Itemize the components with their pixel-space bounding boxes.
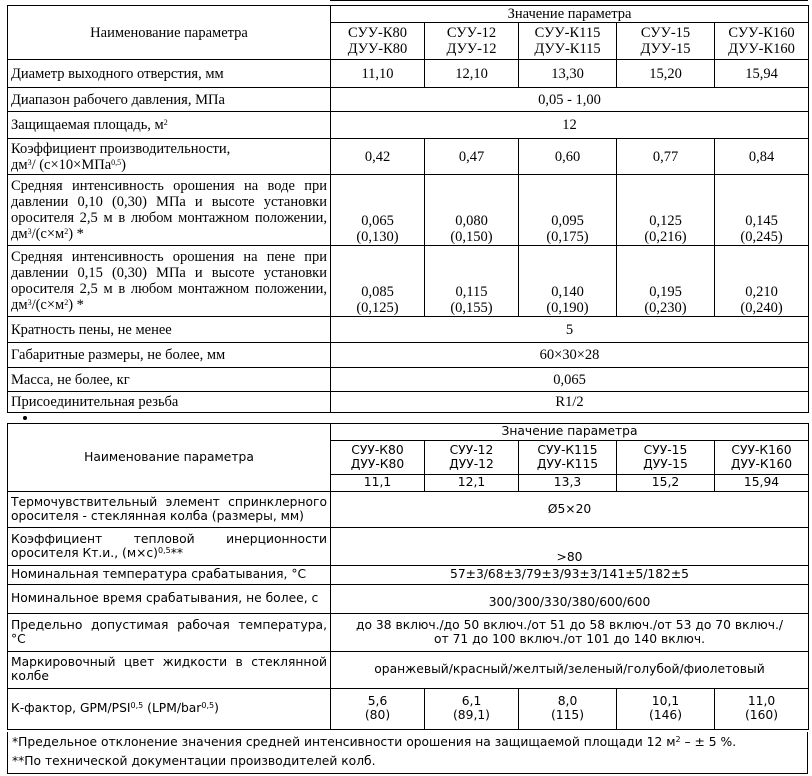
row-label: К-фактор, GPM/PSI$^{0,5}$ (LPM/bar$^{0,5}$) — [8, 689, 331, 730]
row-label: Присоединительная резьба — [8, 392, 331, 413]
model-header: СУУ-К80 ДУУ-К80 — [331, 441, 425, 475]
row-label: Номинальное время срабатывания, не более, с — [8, 585, 331, 614]
value-header: Значение параметра — [331, 6, 809, 23]
sprinkler-params-table — [7, 5, 809, 413]
row-label: Маркировочный цвет жидкости в стеклянной колбе — [8, 652, 331, 689]
cell-value: 13,3 — [519, 475, 617, 492]
cell-value: >80 — [331, 528, 809, 566]
row-label: Предельно допустимая рабочая температура, °С — [8, 614, 331, 652]
row-label: Номинальная температура срабатывания, °С — [8, 566, 331, 585]
cell-value: 0,115 (0,155) — [425, 246, 519, 317]
table-row — [8, 614, 809, 652]
value-header: Значение параметра — [331, 424, 809, 441]
model-header: СУУ-12 ДУУ-12 — [425, 23, 519, 60]
table-row — [8, 689, 809, 730]
cell-value: 0,05 - 1,00 — [331, 88, 809, 112]
row-label: Средняя интенсивность орошения на пене при давлении 0,15 (0,30) МПа и высоте установки оросителя 2,5 м в любом монтажном положении, $дм^3/(с\times м^2)$ * — [8, 246, 331, 317]
table-row — [8, 652, 809, 689]
row-label: Термочувствительный элемент спринклерного оросителя - стеклянная колба (размеры, мм) — [8, 492, 331, 528]
model-header: СУУ-15 ДУУ-15 — [617, 441, 715, 475]
cell-value: 0,60 — [519, 139, 617, 175]
footnote-2: **По технической документации производителей колб. — [12, 754, 376, 768]
cell-value: 12 — [331, 112, 809, 139]
cell-value: 57±3/68±3/79±3/93±3/141±5/182±5 — [331, 566, 809, 585]
cell-value: оранжевый/красный/желтый/зеленый/голубой/фиолетовый — [331, 652, 809, 689]
cell-value: 0,145 (0,245) — [715, 175, 809, 246]
table-row — [8, 392, 809, 413]
bullet-mark — [23, 416, 27, 420]
table-row — [8, 60, 809, 88]
cell-value: 0,085 (0,125) — [331, 246, 425, 317]
row-label: Коэффициент производительности, $дм^3/$ (с×10×МПа$^{0,5}$) — [8, 139, 331, 175]
row-label: Кратность пены, не менее — [8, 317, 331, 343]
cell-value: 0,42 — [331, 139, 425, 175]
cell-value: 0,080 (0,150) — [425, 175, 519, 246]
cell-value: 0,210 (0,240) — [715, 246, 809, 317]
row-label: Диапазон рабочего давления, МПа — [8, 88, 331, 112]
table-row — [8, 343, 809, 368]
table-row — [8, 492, 809, 528]
cell-value: 0,125 (0,216) — [617, 175, 715, 246]
model-header: СУУ-15 ДУУ-15 — [617, 23, 715, 60]
cell-value: 0,065 (0,130) — [331, 175, 425, 246]
table-row — [8, 585, 809, 614]
cell-value: до 38 включ./до 50 включ./от 51 до 58 включ./от 53 до 70 включ./ от 71 до 100 включ./от 101 до 140 включ. — [331, 614, 809, 652]
model-header: СУУ-12 ДУУ-12 — [425, 441, 519, 475]
cell-value: 0,77 — [617, 139, 715, 175]
cell-value: 60×30×28 — [331, 343, 809, 368]
table-row — [8, 368, 809, 392]
table-row — [8, 566, 809, 585]
cell-value: 0,195 (0,230) — [617, 246, 715, 317]
cell-value: 15,20 — [617, 60, 715, 88]
bulb-params-table — [7, 423, 809, 730]
table-row — [8, 175, 809, 246]
table-header-row — [8, 424, 809, 441]
param-name-header: Наименование параметра — [8, 424, 331, 492]
table-row — [8, 112, 809, 139]
cell-value: 5,6 (80) — [331, 689, 425, 730]
table-row — [8, 88, 809, 112]
table-header-row — [8, 6, 809, 23]
cell-value: 11,1 — [331, 475, 425, 492]
model-header: СУУ-К80 ДУУ-К80 — [331, 23, 425, 60]
model-header: СУУ-К115 ДУУ-К115 — [519, 23, 617, 60]
param-name-header: Наименование параметра — [8, 6, 331, 60]
row-label: Габаритные размеры, не более, мм — [8, 343, 331, 368]
cell-value: Ø5×20 — [331, 492, 809, 528]
cell-value: 6,1 (89,1) — [425, 689, 519, 730]
cell-value: 11,10 — [331, 60, 425, 88]
table-row — [8, 317, 809, 343]
cell-value: 0,140 (0,190) — [519, 246, 617, 317]
row-label: Масса, не более, кг — [8, 368, 331, 392]
model-header: СУУ-К115 ДУУ-К115 — [519, 441, 617, 475]
model-header: СУУ-К160 ДУУ-К160 — [715, 23, 809, 60]
cell-value: 15,94 — [715, 60, 809, 88]
table-row — [8, 246, 809, 317]
cell-value: 11,0 (160) — [715, 689, 809, 730]
model-header: СУУ-К160 ДУУ-К160 — [715, 441, 809, 475]
cell-value: 12,10 — [425, 60, 519, 88]
cell-value: 5 — [331, 317, 809, 343]
cell-value: 10,1 (146) — [617, 689, 715, 730]
table-row — [8, 528, 809, 566]
cell-value: 15,2 — [617, 475, 715, 492]
row-label: Диаметр выходного отверстия, мм — [8, 60, 331, 88]
cell-value: 0,47 — [425, 139, 519, 175]
cell-value: 8,0 (115) — [519, 689, 617, 730]
cell-value: 0,84 — [715, 139, 809, 175]
cell-value: 0,065 — [331, 368, 809, 392]
row-label: Средняя интенсивность орошения на воде при давлении 0,10 (0,30) МПа и высоте установки оросителя 2,5 м в любом монтажном положении, $дм^3/(с\times м^2)$ * — [8, 175, 331, 246]
cell-value: 0,095 (0,175) — [519, 175, 617, 246]
table-row — [8, 139, 809, 175]
cell-value: 15,94 — [715, 475, 809, 492]
cell-value: R1/2 — [331, 392, 809, 413]
cell-value: 13,30 — [519, 60, 617, 88]
row-label: Защищаемая площадь, $м^2$ — [8, 112, 331, 139]
footnotes — [7, 732, 808, 774]
row-label: Коэффициент тепловой инерционности оросителя Кт.и., $(м\times с)^{0,5}**$ — [8, 528, 331, 566]
cell-value: 300/300/330/380/600/600 — [331, 585, 809, 614]
cell-value: 12,1 — [425, 475, 519, 492]
footnote-1: *Предельное отклонение значения средней интенсивности орошения на защищаемой площади 12 $м^2$ – ± 5 %. — [12, 735, 737, 749]
